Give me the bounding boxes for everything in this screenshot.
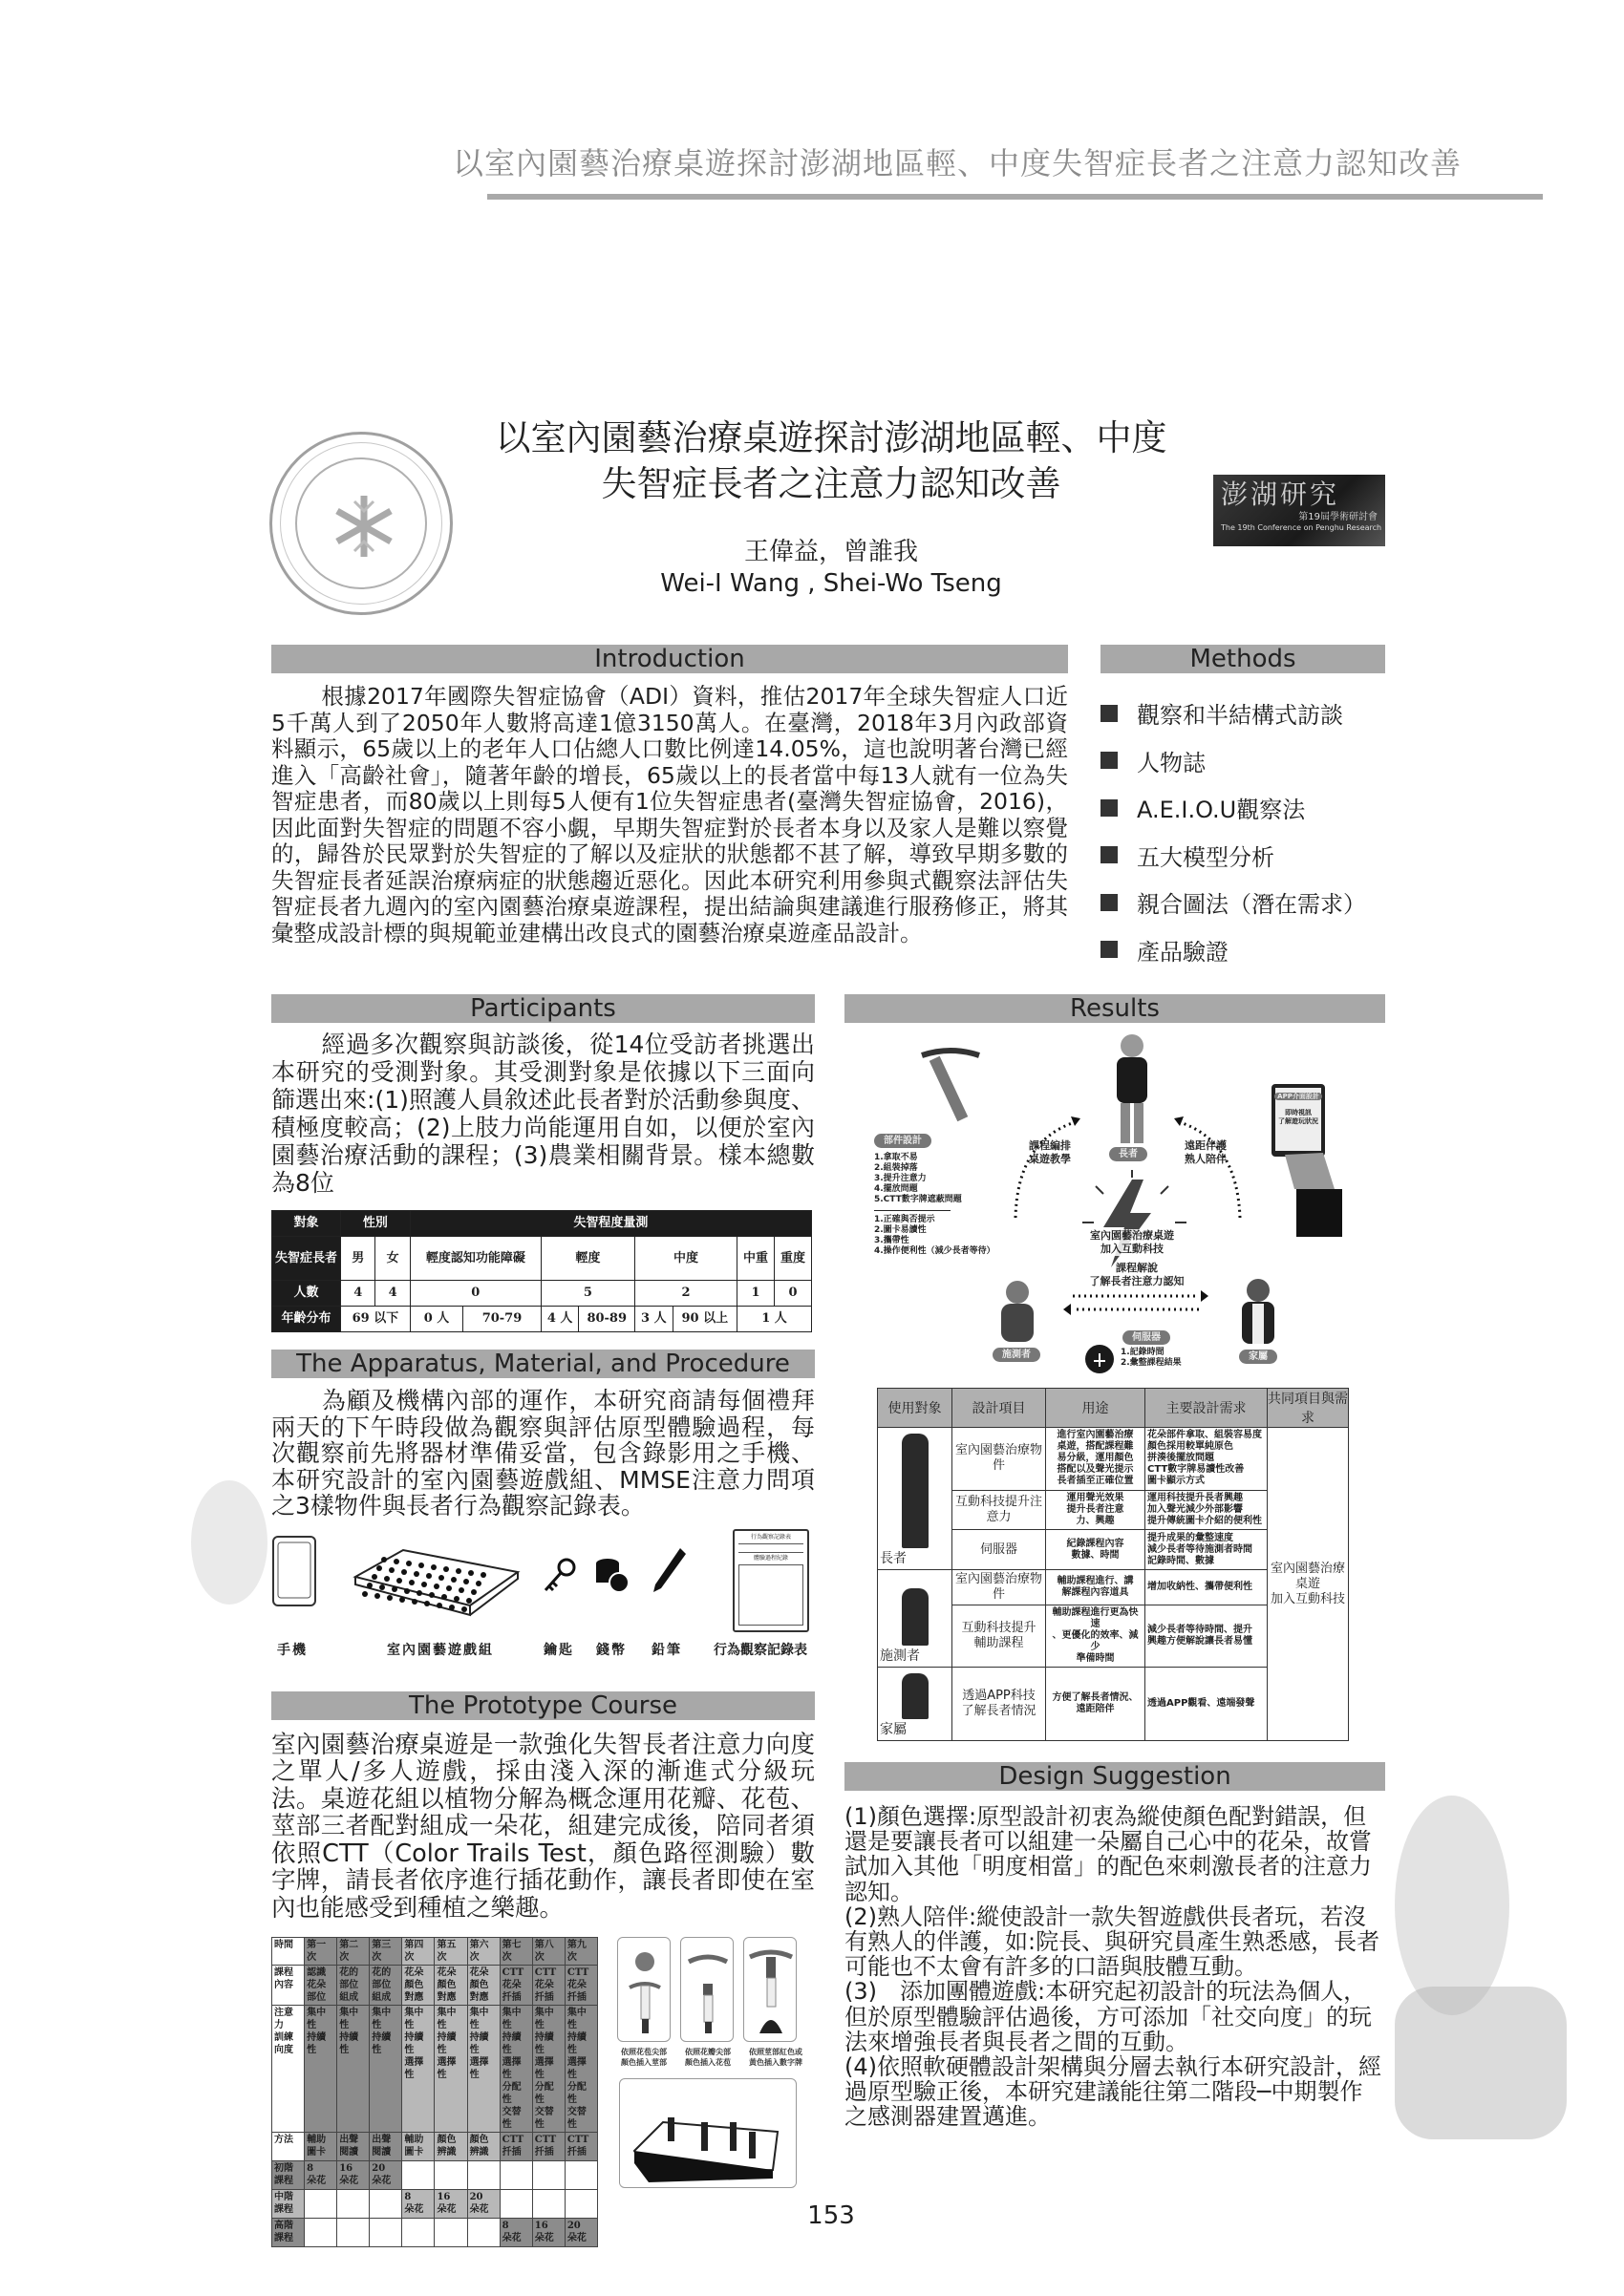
tester-figure <box>1001 1281 1034 1342</box>
section-methods: Methods <box>1100 645 1385 673</box>
table-cell: 20 朵花 <box>370 2161 402 2190</box>
table-cell <box>565 2190 597 2219</box>
usage: 方便了解長者情況、 遠距陪伴 <box>1046 1668 1145 1741</box>
cell: 輕度 <box>541 1237 634 1281</box>
flower-step-image <box>680 1937 734 2042</box>
table-row <box>272 1211 812 1237</box>
label-app-text: 即時視訊 了解遊玩狀況 <box>1278 1109 1318 1125</box>
label-bottom-arrow: 課程解說 了解長者注意力認知 <box>1089 1262 1185 1287</box>
apparatus-body: 為顧及機構內部的運作，本研究商請每個禮拜兩天的下午時段做為觀察與評估原型體驗過程，每次觀察前先將器材準備妥當，包含錄影用之手機、本研究設計的室內園藝遊戲組、MMSE注意力問項之3樣物件與長者行為觀察記錄表。 <box>271 1387 815 1520</box>
design-item: 互動科技提升 輔助課程 <box>952 1605 1046 1668</box>
design-need: 運用科技提升長者興趣 加入聲光減少外部影響 提升傳統圖卡介紹的便利性 <box>1145 1490 1268 1530</box>
label-tester: 施測者 <box>993 1348 1040 1362</box>
method-label: A.E.I.O.U觀察法 <box>1137 797 1306 824</box>
board-hole <box>476 1581 481 1586</box>
table-row <box>272 1281 812 1307</box>
bullet-square-icon <box>1100 894 1118 911</box>
method-label: 五大模型分析 <box>1137 843 1274 871</box>
board-hole <box>401 1569 407 1575</box>
user-label: 長者 <box>880 1551 907 1566</box>
board-hole <box>421 1582 427 1587</box>
table-cell <box>402 2219 435 2247</box>
board-hole <box>394 1559 399 1564</box>
right-column <box>844 994 1385 2130</box>
method-label: 人物誌 <box>1137 749 1206 776</box>
section-apparatus: The Apparatus, Material, and Procedure <box>271 1350 815 1378</box>
table-cell: 8 朵花 <box>305 2161 337 2190</box>
table-cell: 集中性 持續性 <box>370 2006 402 2133</box>
cell: 4 <box>341 1281 375 1307</box>
conference-logo-title: 澎湖研究 <box>1221 478 1340 510</box>
method-item <box>1100 690 1385 737</box>
cell: 4 人 <box>541 1307 579 1332</box>
table-cell: 集中性 持續性 選擇性 分配性 交替性 <box>565 2006 597 2133</box>
table-cell: CTT 扦插 <box>532 2133 565 2161</box>
parts-improvements: 1.正確與否提示 2.圖卡易讀性 3.攜帶性 4.操作便利性（減少長者等待） <box>874 1215 995 1256</box>
divider <box>874 1210 951 1211</box>
game-board-image <box>619 2078 797 2188</box>
methods-list <box>1100 690 1385 973</box>
table-cell <box>532 2190 565 2219</box>
label-server-text: 1.記錄時間 2.彙整課程結果 <box>1121 1348 1182 1368</box>
table-row <box>272 2006 598 2133</box>
section-results: Results <box>844 994 1385 1023</box>
row-label: 方法 <box>272 2133 305 2161</box>
label-elder: 長者 <box>1109 1147 1147 1161</box>
section-participants: Participants <box>271 994 815 1023</box>
course-table <box>271 1937 598 2247</box>
table-cell: 顏色 辨識 <box>467 2133 500 2161</box>
design-item: 伺服器 <box>952 1530 1046 1570</box>
row-label: 初階 課程 <box>272 2161 305 2190</box>
flower-step-image <box>617 1937 671 2042</box>
table-cell: CTT 扦插 <box>565 2133 597 2161</box>
column-header: 共同項目與需求 <box>1268 1389 1349 1428</box>
board-hole <box>381 1557 387 1563</box>
table-cell: 輔助 圖卡 <box>305 2133 337 2161</box>
participants-body: 經過多次觀察與訪談後，從14位受訪者挑選出本研究的受測對象。其受測對象是依據以下三面向篩選出來:(1)照護人員敘述此長者對於活動參與度、積極度較高；(2)上肢力尚能運用自如，以便於室內園藝治療活動的課程；(3)農業相關背景。樣本總數為8位 <box>271 1031 815 1197</box>
conference-logo <box>1213 475 1385 546</box>
board-hole <box>372 1574 377 1580</box>
table-row <box>272 2219 598 2247</box>
design-need: 提升成果的彙整速度 減少長者等待施測者時間 記錄時間、數據 <box>1145 1530 1268 1570</box>
table-cell: CTT 扦插 <box>500 2133 532 2161</box>
title-line-2: 失智症長者之注意力認知改善 <box>601 463 1061 504</box>
label-app <box>1271 1092 1325 1101</box>
session-header: 第三次 <box>370 1938 402 1966</box>
table-cell: 花朵 顏色 對應 <box>402 1966 435 2006</box>
usage: 紀錄課程內容 數據、時間 <box>1046 1530 1145 1570</box>
cell: 2 <box>634 1281 737 1307</box>
prototype-text: 室內園藝治療桌遊是一款強化失智長者注意力向度之單人/多人遊戲，採由淺入深的漸進式分級玩法。桌遊花組以植物分解為概念運用花瓣、花苞、莖部三者配對組成一朵花，組建完成後，陪同者須依照CTT（Color Trails Test，顏色路徑測驗）數字牌，請長者依序進行插花動作，讓長者即使在室內也能感受到種植之樂趣。 <box>271 1730 815 1923</box>
table-cell: 花的 部位 組成 <box>337 1966 370 2006</box>
table-row <box>272 2133 598 2161</box>
pencil-icon <box>650 1529 688 1658</box>
participants-table <box>271 1210 812 1332</box>
board-hole <box>362 1591 368 1597</box>
table-row <box>272 2190 598 2219</box>
session-header: 第七次 <box>500 1938 532 1966</box>
row-label: 失智症長者 <box>272 1237 341 1281</box>
board-hole <box>396 1578 402 1584</box>
board-hole <box>471 1589 477 1595</box>
key-icon <box>540 1529 578 1658</box>
label-left-arrow: 課程編排 桌遊教學 <box>1029 1139 1071 1165</box>
board-hole <box>461 1606 467 1612</box>
flower-step-caption: 依照莖部紅色或 黃色插入數字牌 <box>749 2048 802 2067</box>
design-need: 透過APP觀看、遠端發聲 <box>1145 1668 1268 1741</box>
board-hole <box>414 1571 419 1577</box>
header-gender: 性別 <box>341 1211 411 1237</box>
elder-figure <box>1117 1034 1147 1143</box>
equipment-caption: 行為觀察記錄表 <box>714 1642 807 1658</box>
board-hole <box>441 1594 447 1600</box>
table-cell: 輔助 圖卡 <box>402 2133 435 2161</box>
board-hole <box>417 1590 422 1596</box>
board-hole <box>409 1580 415 1585</box>
usage: 輔助課程進行更為快速 、更優化的效率、減少 準備時間 <box>1046 1605 1145 1668</box>
method-label: 親合圖法（潛在需求） <box>1137 891 1366 919</box>
flower-assembly-figure <box>611 1937 812 2209</box>
board-hole <box>399 1597 405 1603</box>
method-item <box>1100 737 1385 785</box>
label-server: 伺服器 <box>1122 1330 1170 1345</box>
board-hole <box>389 1567 395 1573</box>
table-cell: CTT 花朵 扦插 <box>500 1966 532 2006</box>
table-cell: 集中性 持續性 <box>337 2006 370 2133</box>
flower-step-image <box>743 1937 797 2042</box>
table-cell <box>532 2161 565 2190</box>
cell: 0 <box>774 1281 811 1307</box>
session-header: 第六次 <box>467 1938 500 1966</box>
conference-logo-subtitle: 第19屆學術研討會 <box>1298 512 1378 522</box>
table-cell: 顏色 辨識 <box>435 2133 467 2161</box>
table-cell: 8 朵花 <box>402 2190 435 2219</box>
table-cell: 8 朵花 <box>500 2219 532 2247</box>
session-header: 第五次 <box>435 1938 467 1966</box>
page-number: 153 <box>807 2201 855 2230</box>
section-prototype: The Prototype Course <box>271 1691 815 1720</box>
board-hole <box>406 1561 412 1566</box>
board-hole <box>446 1585 452 1591</box>
table-cell: 花的 部位 組成 <box>370 1966 402 2006</box>
table-row <box>878 1428 1349 1491</box>
section-introduction: Introduction <box>271 645 1068 673</box>
column-header: 用途 <box>1046 1389 1145 1428</box>
authors-english: Wei-I Wang , Shei-Wo Tseng <box>660 569 1002 598</box>
table-cell <box>305 2219 337 2247</box>
column-header: 使用對象 <box>878 1389 952 1428</box>
table-cell <box>565 2161 597 2190</box>
course-row <box>271 1937 815 2247</box>
label-parts: 部件設計 <box>874 1134 931 1148</box>
table-cell: 花朵 顏色 對應 <box>467 1966 500 2006</box>
flower-part-figure <box>922 1051 979 1121</box>
cell: 80-89 <box>579 1307 635 1332</box>
label-family: 家屬 <box>1239 1350 1277 1364</box>
record-sheet-icon <box>733 1529 809 1632</box>
board-hole <box>379 1584 385 1590</box>
equipment-caption: 鉛筆 <box>652 1642 682 1658</box>
table-cell: 集中性 持續性 選擇性 <box>402 2006 435 2133</box>
table-cell: 16 朵花 <box>337 2161 370 2190</box>
design-need: 增加收納性、攜帶便利性 <box>1145 1570 1268 1605</box>
cell: 5 <box>541 1281 634 1307</box>
row-label: 中階 課程 <box>272 2190 305 2219</box>
session-header: 第二次 <box>337 1938 370 1966</box>
table-cell: 16 朵花 <box>532 2219 565 2247</box>
design-item: 室內園藝治療物件 <box>952 1570 1046 1605</box>
poster-title <box>459 415 1204 507</box>
row-label: 課程 內容 <box>272 1966 305 2006</box>
table-cell: 集中性 持續性 選擇性 分配性 交替性 <box>500 2006 532 2133</box>
board-hole <box>481 1572 486 1578</box>
introduction-body: 根據2017年國際失智症協會（ADI）資料，推估2017年全球失智症人口近5千萬人到了2050年人數將高達1億3150萬人。在臺灣，2018年3月內政部資料顯示，65歲以上的老年人口佔總人口數比例達14.05%，這也說明著台灣已經進入「高齡社會」，隨著年齡的增長，65歲以上的長者當中每13人就有一位為失智症患者，而80歲以上則每5人便有1位失智症患者(臺灣失智症協會，2016)，因此面對失智症的問題不容小覷，早期失智症對於長者本身以及家人是難以察覺的，歸咎於民眾對於失智症的了解以及症狀的狀態都不甚了解，導致早期多數的失智症長者延誤治療病症的狀態趨近惡化。因此本研究利用參與式觀察法評估失智症長者九週內的室內園藝治療桌遊課程，提出結論與建議進行服務修正，將其彙整成設計標的與規範並建構出改良式的園藝治療桌遊產品設計。 <box>271 683 1068 946</box>
bullet-square-icon <box>1100 846 1118 863</box>
row-label: 年齡分布 <box>272 1307 341 1332</box>
section-design-suggestion: Design Suggestion <box>844 1762 1385 1791</box>
header-subject: 對象 <box>272 1211 341 1237</box>
cell: 男 <box>341 1237 375 1281</box>
board-hole <box>451 1577 457 1583</box>
cell: 90 以上 <box>673 1307 737 1332</box>
title-line-1: 以室內園藝治療桌遊探討澎湖地區輕、中度 <box>495 417 1167 458</box>
table-cell <box>370 2190 402 2219</box>
bullet-square-icon <box>1100 705 1118 722</box>
introduction-text <box>271 684 1068 946</box>
bullet-square-icon <box>1100 941 1118 958</box>
board-hole <box>412 1599 417 1605</box>
university-logo <box>269 432 453 615</box>
running-header: 以室內園藝治療桌遊探討澎湖地區輕、中度失智症長者之注意力認知改善 <box>452 145 1462 181</box>
row-label: 高階 課程 <box>272 2219 305 2247</box>
table-cell: 認識 花朵 部位 <box>305 1966 337 2006</box>
equipment-caption: 錢幣 <box>596 1642 627 1658</box>
session-header: 第一次 <box>305 1938 337 1966</box>
table-cell: 20 朵花 <box>467 2190 500 2219</box>
person-figure-icon <box>902 1434 929 1548</box>
board-hole <box>454 1596 459 1602</box>
table-cell <box>337 2219 370 2247</box>
board-hole <box>443 1566 449 1572</box>
header-rule <box>487 194 1543 200</box>
equipment-row <box>271 1529 815 1682</box>
method-label: 觀察和半結構式訪談 <box>1137 702 1343 730</box>
poster-body <box>271 645 1385 2247</box>
row-label: 注意力 訓練 向度 <box>272 2006 305 2133</box>
board-hole <box>438 1575 444 1581</box>
methods-section <box>1100 645 1385 973</box>
session-header: 第九次 <box>565 1938 597 1966</box>
board-hole <box>384 1576 390 1582</box>
table-row <box>272 1307 812 1332</box>
cell: 中度 <box>634 1237 737 1281</box>
participants-text <box>271 1031 815 1197</box>
label-right-arrow: 遠距伴護 熟人陪伴 <box>1185 1139 1227 1165</box>
record-sheet-title: 行為觀察記錄表 <box>750 1533 791 1541</box>
user-cell <box>878 1570 952 1668</box>
decorative-flower-right <box>1395 1796 1509 2015</box>
bullet-square-icon <box>1100 799 1118 817</box>
table-cell: 花朵 顏色 對應 <box>435 1966 467 2006</box>
table-cell <box>435 2161 467 2190</box>
lower-columns <box>271 994 1385 2247</box>
table-cell <box>370 2219 402 2247</box>
board-hole <box>387 1595 393 1601</box>
table-row <box>272 1237 812 1281</box>
bullet-square-icon <box>1100 752 1118 769</box>
cell: 1 人 <box>737 1307 812 1332</box>
cell: 3 人 <box>634 1307 673 1332</box>
table-cell: CTT 花朵 扦插 <box>532 1966 565 2006</box>
header-level: 失智程度量測 <box>410 1211 811 1237</box>
table-cell <box>500 2190 532 2219</box>
table-header-row <box>878 1389 1349 1428</box>
parts-issues: 1.拿取不易 2.組裝掉落 3.提升注意力 4.擺放問題 5.CTT數字牌遮蔽問題 <box>874 1153 962 1204</box>
table-cell: 集中性 持續性 選擇性 <box>435 2006 467 2133</box>
snowflake-emblem-icon <box>326 488 402 564</box>
cell: 女 <box>375 1237 410 1281</box>
table-cell <box>467 2161 500 2190</box>
table-cell: 20 朵花 <box>565 2219 597 2247</box>
table-cell: 出聲 閱讀 <box>370 2133 402 2161</box>
apparatus-text <box>271 1388 815 1520</box>
cell: 0 人 <box>410 1307 462 1332</box>
design-item: 互動科技提升注意力 <box>952 1490 1046 1530</box>
table-cell <box>305 2190 337 2219</box>
column-header: 主要設計需求 <box>1145 1389 1268 1428</box>
family-figure <box>1242 1279 1274 1344</box>
design-need: 花朵部件拿取、組裝容易度 顏色採用較單純原色 拼湊後擺放問題 CTT數字牌易讀性改善 圖卡顯示方式 <box>1145 1428 1268 1491</box>
introduction-section <box>271 645 1068 946</box>
authors-chinese: 王偉益，曾誰我 <box>743 538 918 566</box>
design-suggestion-text: (1)顏色選擇:原型設計初衷為縱使顏色配對錯誤，但還是要讓長者可以組建一朵屬自己心中的花朵，故嘗試加入其他「明度相當」的配色來刺激長者的注意力認知。 (2)熟人陪伴:縱使設計一款失智遊戲供長者玩，若沒有熟人的伴護，如:院長、與研究員產生熟悉感，長者可能也不太會有許多的口語與肢體互動。 (3) 添加團體遊戲:本研究起初設計的玩法為個人，但於原型體驗評估過後，方可添加「社交向度」的玩法來增強長者與長者之間的互動。 (4)依照軟硬體設計架構與分層去執行本研究設計，經過原型驗正後，本研究建議能往第二階段─中期製作之感測器建置邁進。 <box>844 1803 1381 2131</box>
board-hole <box>466 1598 472 1604</box>
board-hole <box>468 1570 474 1576</box>
design-need: 減少長者等待時間、提升 興趣方便解說讓長者易懂 <box>1145 1605 1268 1668</box>
cell: 0 <box>410 1281 541 1307</box>
table-cell <box>467 2219 500 2247</box>
method-item <box>1100 832 1385 880</box>
phone-hand-figure <box>1271 1084 1342 1237</box>
board-hole <box>437 1603 442 1608</box>
label-center: 室內園藝治療桌遊 加入互動科技 <box>1075 1229 1189 1256</box>
method-item <box>1100 926 1385 974</box>
design-item: 室內園藝治療物件 <box>952 1428 1046 1491</box>
table-row <box>272 1938 598 1966</box>
common-item: 室內園藝治療桌遊 加入互動科技 <box>1268 1428 1349 1741</box>
method-item <box>1100 784 1385 832</box>
table-cell: CTT 花朵 扦插 <box>565 1966 597 2006</box>
coins-icon <box>592 1529 630 1658</box>
session-header: 時間 <box>272 1938 305 1966</box>
table-cell <box>435 2219 467 2247</box>
session-header: 第八次 <box>532 1938 565 1966</box>
usage: 進行室內園藝治療 桌遊，搭配課程難 易分級，運用顏色 搭配以及聲光提示 長者插至正確位置 <box>1046 1428 1145 1491</box>
board-hole <box>456 1568 461 1574</box>
user-label: 施測者 <box>880 1648 920 1664</box>
equipment-caption: 鑰匙 <box>544 1642 574 1658</box>
design-item: 透過APP科技 了解長者情況 <box>952 1668 1046 1741</box>
board-hole <box>424 1601 430 1606</box>
person-figure-icon <box>902 1673 929 1719</box>
equipment-caption: 手機 <box>277 1642 308 1658</box>
table-cell: 16 朵花 <box>435 2190 467 2219</box>
flower-step-caption: 依照花瓣尖部 顏色插入花苞 <box>685 2048 731 2067</box>
cell: 輕度認知功能障礙 <box>410 1237 541 1281</box>
row-label: 人數 <box>272 1281 341 1307</box>
table-cell: 集中性 持續性 <box>305 2006 337 2133</box>
intro-methods-row <box>271 645 1385 973</box>
flower-step-caption: 依照花苞尖部 顏色插入莖部 <box>621 2048 667 2067</box>
board-hole <box>367 1583 373 1588</box>
cell: 4 <box>375 1281 410 1307</box>
results-table <box>877 1388 1349 1741</box>
board-hole <box>449 1605 455 1610</box>
table-cell <box>402 2161 435 2190</box>
board-hole <box>376 1565 382 1571</box>
record-sheet-sub: 體驗過程紀錄 <box>753 1554 788 1562</box>
usage: 輔助課程進行、講 解課程內容道具 <box>1046 1570 1145 1605</box>
method-item <box>1100 879 1385 926</box>
cell: 69 以下 <box>341 1307 411 1332</box>
column-header: 設計項目 <box>952 1389 1046 1428</box>
method-label: 產品驗證 <box>1137 938 1229 966</box>
board-hole <box>404 1588 410 1594</box>
table-cell: 集中性 持續性 選擇性 分配性 交替性 <box>532 2006 565 2133</box>
cell: 重度 <box>774 1237 811 1281</box>
board-hole <box>431 1564 437 1570</box>
user-cell <box>878 1428 952 1570</box>
phone-icon <box>271 1529 319 1658</box>
board-hole <box>463 1579 469 1584</box>
cell: 1 <box>737 1281 775 1307</box>
table-cell: 出聲 閱讀 <box>337 2133 370 2161</box>
board-hole <box>426 1573 432 1579</box>
authors <box>516 537 1146 600</box>
left-column <box>271 994 815 2247</box>
decorative-pot <box>1395 1987 1567 2139</box>
table-cell <box>337 2190 370 2219</box>
table-row <box>272 2161 598 2190</box>
board-hole <box>429 1592 435 1598</box>
cell: 70-79 <box>463 1307 542 1332</box>
person-figure-icon <box>902 1588 929 1646</box>
board-hole <box>418 1563 424 1568</box>
app-pill: APP介面設計 <box>1274 1093 1322 1100</box>
garden-game-set-icon <box>346 1529 527 1658</box>
usage: 運用聲光效果 提升長者注意 力、興趣 <box>1046 1490 1145 1530</box>
board-hole <box>392 1586 397 1592</box>
equipment-caption: 室內園藝遊戲組 <box>387 1642 494 1658</box>
board-hole <box>434 1584 439 1589</box>
cell: 中重 <box>737 1237 775 1281</box>
board-hole <box>374 1593 380 1599</box>
decorative-flower-left <box>191 1480 267 1605</box>
table-cell: 集中性 持續性 選擇性 <box>467 2006 500 2133</box>
table-cell <box>500 2161 532 2190</box>
session-header: 第四次 <box>402 1938 435 1966</box>
results-diagram <box>865 1027 1380 1380</box>
conference-logo-english: The 19th Conference on Penghu Research <box>1221 523 1382 532</box>
user-cell <box>878 1668 952 1741</box>
board-hole <box>459 1587 464 1593</box>
user-label: 家屬 <box>880 1722 907 1737</box>
table-row <box>272 1966 598 2006</box>
